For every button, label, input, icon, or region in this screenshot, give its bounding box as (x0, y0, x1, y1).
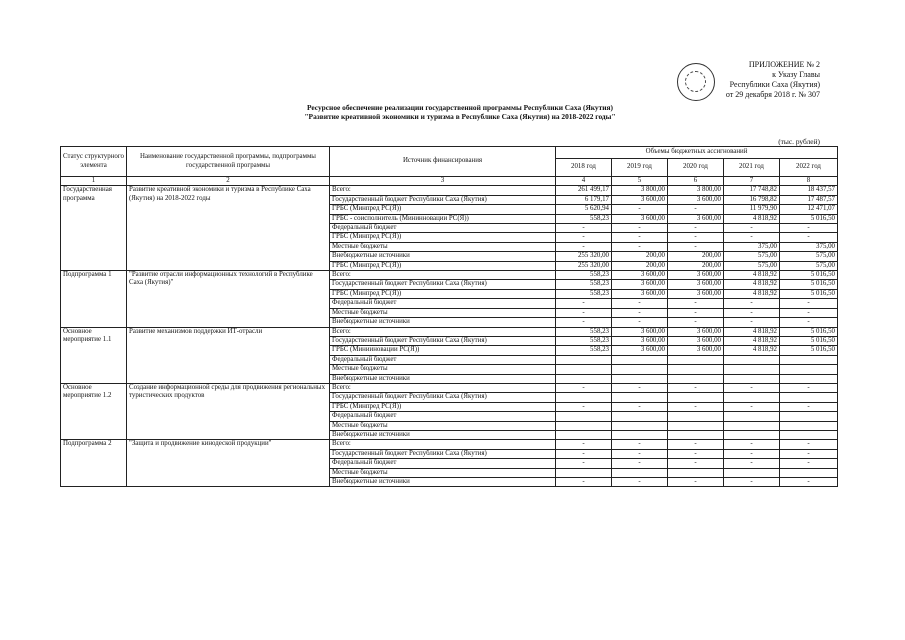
row-source: Всего: (330, 327, 556, 336)
row-value: 18 437,57 (780, 186, 838, 195)
row-value: - (612, 233, 668, 242)
row-value: - (556, 440, 612, 449)
column-number: 6 (668, 177, 724, 186)
row-value: 200,00 (612, 261, 668, 270)
row-value: - (668, 440, 724, 449)
row-source: Внебюджетные источники (330, 252, 556, 261)
column-number: 2 (127, 177, 330, 186)
row-value: - (668, 449, 724, 458)
row-value: - (724, 383, 780, 392)
row-value: - (612, 299, 668, 308)
row-value (780, 421, 838, 430)
row-value: - (780, 318, 838, 327)
row-source: Государственный бюджет Республики Саха (Якутия) (330, 280, 556, 289)
row-value: - (668, 242, 724, 251)
row-source: Местные бюджеты (330, 242, 556, 251)
row-value (780, 365, 838, 374)
table-body (61, 186, 838, 487)
units-label: (тыс. рублей) (778, 137, 820, 146)
row-value: - (612, 402, 668, 411)
row-value: - (612, 383, 668, 392)
row-value: - (556, 242, 612, 251)
row-value: 375,00 (724, 242, 780, 251)
row-value: 255 320,00 (556, 261, 612, 270)
row-value: 261 499,17 (556, 186, 612, 195)
title-line-1: Ресурсное обеспечение реализации государственной программы Республики Саха (Якутия) (307, 103, 613, 112)
row-value (556, 468, 612, 477)
row-source: Государственный бюджет Республики Саха (Якутия) (330, 195, 556, 204)
row-source: Внебюджетные источники (330, 478, 556, 487)
row-source: ГРБС (Минпред РС(Я)) (330, 205, 556, 214)
column-number: 7 (724, 177, 780, 186)
row-source: Федеральный бюджет (330, 355, 556, 364)
title-line-2: "Развитие креативной экономики и туризма в Республике Саха (Якутия) на 2018-2022 годы" (304, 112, 616, 121)
row-value: 3 600,00 (668, 327, 724, 336)
header-year: 2020 год (668, 159, 724, 177)
row-value: 17 748,82 (724, 186, 780, 195)
row-value: 4 818,92 (724, 271, 780, 280)
row-value: - (724, 224, 780, 233)
row-value (668, 374, 724, 383)
row-value: - (724, 449, 780, 458)
row-value: - (724, 318, 780, 327)
row-value: 3 600,00 (612, 327, 668, 336)
header-year: 2019 год (612, 159, 668, 177)
row-value (556, 430, 612, 439)
row-value: 12 471,07 (780, 205, 838, 214)
row-value: - (612, 242, 668, 251)
row-value (668, 355, 724, 364)
row-value: 4 818,92 (724, 346, 780, 355)
row-value (612, 365, 668, 374)
row-value: - (668, 224, 724, 233)
row-value (668, 430, 724, 439)
row-value: - (668, 318, 724, 327)
row-value: 375,00 (780, 242, 838, 251)
row-value: 5 016,50 (780, 271, 838, 280)
row-status: Подпрограмма 2 (61, 440, 127, 487)
header-year: 2018 год (556, 159, 612, 177)
row-program-name: Создание информационной среды для продвижения региональных туристических продуктов (127, 383, 330, 439)
row-program-name: Развитие креативной экономики и туризма в Республике Саха (Якутия) на 2018-2022 годы (127, 186, 330, 271)
row-value: 5 016,50 (780, 289, 838, 298)
row-value: 3 600,00 (668, 336, 724, 345)
row-source: Федеральный бюджет (330, 412, 556, 421)
row-value: - (724, 233, 780, 242)
row-value: - (724, 299, 780, 308)
row-status: Подпрограмма 1 (61, 271, 127, 327)
row-value (556, 412, 612, 421)
header-year: 2021 год (724, 159, 780, 177)
row-value: 3 600,00 (668, 214, 724, 223)
row-value: 5 016,50 (780, 336, 838, 345)
row-value: 3 600,00 (668, 271, 724, 280)
table-row (61, 327, 838, 336)
row-value: 3 600,00 (668, 195, 724, 204)
annex-block (700, 60, 820, 100)
header-status: Статус структурного элемента (61, 147, 127, 177)
row-value: - (780, 449, 838, 458)
row-value (668, 421, 724, 430)
row-source: Федеральный бюджет (330, 299, 556, 308)
row-value (780, 374, 838, 383)
row-source: Государственный бюджет Республики Саха (Якутия) (330, 336, 556, 345)
row-source: Всего: (330, 271, 556, 280)
row-value: - (724, 459, 780, 468)
row-value (780, 430, 838, 439)
row-value (556, 365, 612, 374)
row-value: 3 600,00 (668, 346, 724, 355)
row-value: - (724, 402, 780, 411)
row-value (612, 374, 668, 383)
row-value: 558,23 (556, 280, 612, 289)
row-value: 11 979,90 (724, 205, 780, 214)
row-value: - (556, 402, 612, 411)
row-value: - (612, 449, 668, 458)
annex-line-2: к Указу Главы (772, 70, 820, 79)
row-value (724, 468, 780, 477)
row-source: Внебюджетные источники (330, 374, 556, 383)
row-value: - (556, 299, 612, 308)
row-value: 200,00 (668, 252, 724, 261)
row-value: - (668, 233, 724, 242)
row-source: ГРБС (Минпред РС(Я)) (330, 233, 556, 242)
annex-line-4: от 29 декабря 2018 г. № 307 (725, 90, 820, 99)
row-value: 3 600,00 (612, 289, 668, 298)
row-source: ГРБС (Минпред РС(Я)) (330, 261, 556, 270)
row-value: - (556, 233, 612, 242)
row-value (780, 412, 838, 421)
row-value: 575,00 (724, 252, 780, 261)
row-status: Государственная программа (61, 186, 127, 271)
row-value (556, 355, 612, 364)
row-value: 4 818,92 (724, 280, 780, 289)
header-source: Источник финансирования (330, 147, 556, 177)
column-number: 4 (556, 177, 612, 186)
row-value: - (668, 299, 724, 308)
row-program-name: Развитие механизмов поддержки ИТ-отрасли (127, 327, 330, 383)
row-value: - (612, 308, 668, 317)
annex-line-1: ПРИЛОЖЕНИЕ № 2 (748, 60, 820, 69)
row-value: - (780, 308, 838, 317)
row-status: Основное мероприятие 1.2 (61, 383, 127, 439)
row-value: 200,00 (612, 252, 668, 261)
row-value (724, 374, 780, 383)
row-value (612, 421, 668, 430)
row-value: 4 818,92 (724, 327, 780, 336)
column-number: 5 (612, 177, 668, 186)
row-value: 3 600,00 (612, 214, 668, 223)
row-source: Государственный бюджет Республики Саха (Якутия) (330, 393, 556, 402)
row-value: - (556, 308, 612, 317)
annex-line-3: Республики Саха (Якутия) (729, 80, 820, 89)
row-value: - (612, 440, 668, 449)
row-value: 6 179,17 (556, 195, 612, 204)
row-value (556, 374, 612, 383)
row-value (724, 430, 780, 439)
row-value: 3 600,00 (612, 280, 668, 289)
row-value: 3 600,00 (612, 346, 668, 355)
row-status: Основное мероприятие 1.1 (61, 327, 127, 383)
row-value (668, 365, 724, 374)
column-number: 3 (330, 177, 556, 186)
row-value: - (556, 224, 612, 233)
row-value: - (780, 383, 838, 392)
row-value: 558,23 (556, 327, 612, 336)
table-row (61, 383, 838, 392)
row-value: - (724, 308, 780, 317)
row-value: 5 016,50 (780, 327, 838, 336)
row-source: Федеральный бюджет (330, 459, 556, 468)
row-value: - (668, 459, 724, 468)
header-name: Наименование государственной программы, подпрограммы государственной программы (127, 147, 330, 177)
row-source: Федеральный бюджет (330, 224, 556, 233)
row-value: 200,00 (668, 261, 724, 270)
row-value: 3 600,00 (668, 289, 724, 298)
header-year: 2022 год (780, 159, 838, 177)
row-value: 5 016,50 (780, 346, 838, 355)
row-value: - (780, 233, 838, 242)
row-value: 4 818,92 (724, 289, 780, 298)
row-value (780, 393, 838, 402)
row-value: 3 800,00 (668, 186, 724, 195)
table-row (61, 440, 838, 449)
row-value: - (612, 478, 668, 487)
row-value: 3 600,00 (612, 271, 668, 280)
row-program-name: "Развитие отрасли информационных технологий в Республике Саха (Якутия)" (127, 271, 330, 327)
row-source: ГРБС (Минпред РС(Я)) (330, 289, 556, 298)
row-source: Внебюджетные источники (330, 430, 556, 439)
row-value (612, 468, 668, 477)
row-value: 558,23 (556, 271, 612, 280)
row-value (612, 412, 668, 421)
row-value: 4 818,92 (724, 336, 780, 345)
row-value: 3 600,00 (668, 280, 724, 289)
row-value: - (556, 459, 612, 468)
row-value (724, 365, 780, 374)
row-value (612, 430, 668, 439)
row-value: 575,00 (780, 261, 838, 270)
row-value: - (668, 478, 724, 487)
row-value: - (668, 205, 724, 214)
row-value (724, 355, 780, 364)
document-title (200, 103, 720, 121)
row-value: 5 620,94 (556, 205, 612, 214)
row-value: - (780, 459, 838, 468)
row-value: 17 487,57 (780, 195, 838, 204)
row-value: 3 800,00 (612, 186, 668, 195)
funding-table (60, 146, 838, 487)
row-source: Внебюджетные источники (330, 318, 556, 327)
row-value: - (668, 402, 724, 411)
row-value: - (556, 478, 612, 487)
row-value (780, 468, 838, 477)
row-value: 3 600,00 (612, 195, 668, 204)
row-value (724, 412, 780, 421)
row-value: 558,23 (556, 289, 612, 298)
row-value: 558,23 (556, 214, 612, 223)
row-value: - (780, 402, 838, 411)
row-source: Местные бюджеты (330, 308, 556, 317)
row-value: - (612, 459, 668, 468)
row-value: 575,00 (724, 261, 780, 270)
row-source: ГРБС - соисполнитель (Мининновации РС(Я)) (330, 214, 556, 223)
row-value: - (780, 224, 838, 233)
row-value: - (668, 308, 724, 317)
table-row (61, 271, 838, 280)
row-value (668, 412, 724, 421)
row-value (556, 393, 612, 402)
row-value: - (556, 449, 612, 458)
row-value: 5 016,50 (780, 280, 838, 289)
row-program-name: "Защита и продвижение кинодеской продукции" (127, 440, 330, 487)
row-value: 558,23 (556, 336, 612, 345)
header-volumes: Объемы бюджетных ассигнований (556, 147, 838, 159)
row-value: 558,23 (556, 346, 612, 355)
row-value (668, 468, 724, 477)
row-value (724, 421, 780, 430)
row-value: - (780, 299, 838, 308)
row-source: ГРБС (Минпред РС(Я)) (330, 402, 556, 411)
row-source: Государственный бюджет Республики Саха (Якутия) (330, 449, 556, 458)
row-value: 16 798,82 (724, 195, 780, 204)
table-row (61, 186, 838, 195)
row-value: - (724, 440, 780, 449)
row-source: Всего: (330, 440, 556, 449)
column-number: 1 (61, 177, 127, 186)
row-value (612, 355, 668, 364)
row-value: 3 600,00 (612, 336, 668, 345)
row-source: Местные бюджеты (330, 421, 556, 430)
row-value (780, 355, 838, 364)
row-value: 5 016,50 (780, 214, 838, 223)
row-source: Местные бюджеты (330, 468, 556, 477)
row-value: - (612, 318, 668, 327)
row-value (556, 421, 612, 430)
row-value: 255 320,00 (556, 252, 612, 261)
row-value: - (612, 205, 668, 214)
row-value: 575,00 (780, 252, 838, 261)
row-source: Всего: (330, 383, 556, 392)
row-value (724, 393, 780, 402)
row-value: 4 818,92 (724, 214, 780, 223)
column-number: 8 (780, 177, 838, 186)
row-value: - (780, 478, 838, 487)
row-value: - (780, 440, 838, 449)
row-value: - (556, 318, 612, 327)
row-source: Местные бюджеты (330, 365, 556, 374)
row-value: - (556, 383, 612, 392)
row-value: - (724, 478, 780, 487)
row-value: - (668, 383, 724, 392)
row-source: Всего: (330, 186, 556, 195)
row-value: - (612, 224, 668, 233)
row-source: ГРБС (Минииновации РС(Я)) (330, 346, 556, 355)
row-value (668, 393, 724, 402)
row-value (612, 393, 668, 402)
